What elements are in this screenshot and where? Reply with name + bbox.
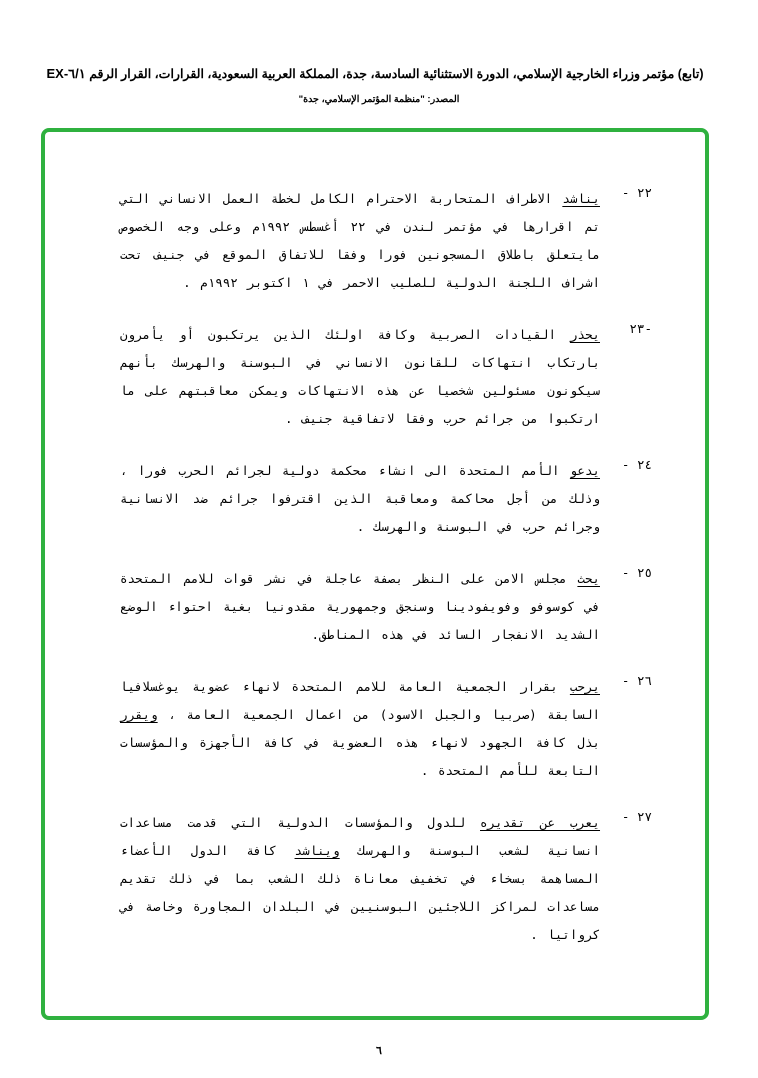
resolution-items [120, 185, 652, 973]
item-number: ٢٤ - [621, 457, 652, 472]
item-text: يدعو الأمم المتحدة الى انشاء محكمة دولية لجرائم الحرب فورا ، وذلك من أجل محاكمة ومعاقبة الذين اقترفوا جرائم ضد الانسانية وجرائم حرب في البوسنة والهرسك . [120, 463, 600, 534]
resolution-item-22 [120, 185, 652, 297]
item-number: ٢٢ - [621, 185, 652, 200]
item-number: ٢٧ - [621, 809, 652, 824]
item-keyword: يحذر [569, 327, 600, 342]
item-text: يناشد الاطراف المتحاربة الاحترام الكامل لخطة العمل الانساني التي تم اقرارها في مؤتمر لندن في ٢٢ أغسطس ١٩٩٢م وعلى وجه الخصوص مايتعلق باطلاق المسجونين فورا وفقا للاتفاق الموقع في جنيف تحت اشراف اللجنة الدولية للصليب الاحمر في ١ اكتوبر ١٩٩٢م . [120, 191, 600, 290]
item-keyword: يدعو [569, 463, 600, 478]
item-keyword: يناشد [562, 191, 600, 206]
item-number: -٢٣ [629, 321, 652, 336]
resolution-item-24 [120, 457, 652, 541]
item-keyword: يرحب [569, 679, 600, 694]
item-number: ٢٥ - [621, 565, 652, 580]
item-text: يحذر القيادات الصربية وكافة اولئك الذين يرتكبون أو يأمرون بارتكاب انتهاكات للقانون الانساني في البوسنة والهرسك بأنهم سيكونون مسئولين شخصيا عن هذه الانتهاكات ويمكن معاقبتهم على ما ارتكبوا من جرائم حرب وفقا لاتفاقية جنيف . [120, 327, 600, 426]
item-keyword: يحث [577, 571, 600, 586]
item-number: ٢٦ - [621, 673, 652, 688]
resolution-item-25 [120, 565, 652, 649]
item-text: يرحب بقرار الجمعية العامة للامم المتحدة لانهاء عضوية يوغسلافيا السابقة (صربيا والجبل الاسود) من اعمال الجمعية العامة ، ويقرر بذل كافة الجهود لانهاء هذه العضوية في كافة الأجهزة والمؤسسات التابعة للأمم المتحدة . [120, 679, 600, 778]
item-keyword: يعرب عن تقديره [480, 815, 601, 830]
resolution-code: EX-٦/١ [46, 66, 86, 81]
item-text: يعرب عن تقديره للدول والمؤسسات الدولية التي قدمت مساعدات انسانية لشعب البوسنة والهرسك ويناشد كافة الدول الأعضاء المساهمة بسخاء في تخفيف معاناة ذلك الشعب بما في ذلك تقديم مساعدات لمراكز اللاجئين البوسنيين في البلدان المجاورة وخاصة في كرواتيا . [120, 815, 601, 942]
item-text: يحث مجلس الامن على النظر بصفة عاجلة في نشر قوات للامم المتحدة في كوسوفو وفويفودينا وسنجق وجمهورية مقدونيا بغية احتواء الوضع الشديد الانفجار السائد في هذه المناطق. [120, 571, 600, 642]
document-source: المصدر: "منظمة المؤتمر الإسلامي، جدة" [298, 94, 460, 105]
resolution-item-23 [120, 321, 652, 433]
document-header-title: (تابع) مؤتمر وزراء الخارجية الإسلامي، الدورة الاستثنائية السادسة، جدة، المملكة العربية السعودية، القرارات، القرار الرقم EX-٦/١ [46, 66, 704, 81]
item-keyword-secondary: ويناشد [294, 843, 340, 858]
page-number: ٦ [376, 1045, 382, 1057]
resolution-item-27 [120, 809, 652, 949]
item-keyword-secondary: ويقرر [120, 707, 158, 722]
resolution-item-26 [120, 673, 652, 785]
